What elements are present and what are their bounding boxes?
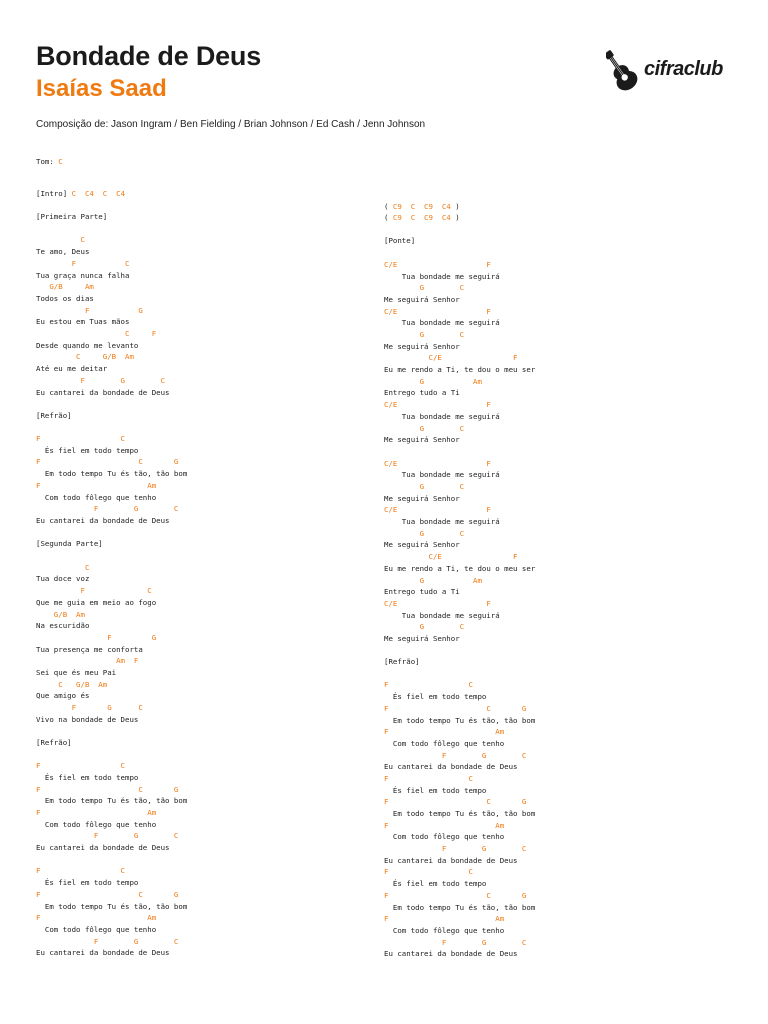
section-label <box>36 737 72 749</box>
section-name: [Primeira Parte] <box>36 212 108 221</box>
chord-line: C/E F <box>384 400 491 409</box>
lyric-line: Sei que és meu Pai <box>36 668 117 677</box>
chord-line: F C <box>36 586 152 595</box>
lyric-line: Tua presença me conforta <box>36 645 143 654</box>
section-name: [Refrão] <box>384 657 420 666</box>
lyric-line: Tua bondade me seguirá <box>384 318 500 327</box>
chord-line: F G C <box>384 844 527 853</box>
chord-line: C/E F <box>384 505 491 514</box>
lyric-line: Com todo fôlego que tenho <box>384 832 505 841</box>
chord-line: G/B Am <box>36 282 94 291</box>
lyric-line: Entrego tudo a Ti <box>384 388 460 397</box>
chord-line: F Am <box>36 913 157 922</box>
lyric-line: Em todo tempo Tu és tão, tão bom <box>384 903 536 912</box>
chord-line: F G <box>36 306 143 315</box>
repeat-chord-line <box>384 201 460 213</box>
chord-line: F G C <box>384 751 527 760</box>
chord-line: C G/B Am <box>36 680 108 689</box>
chord-line: C/E F <box>384 599 491 608</box>
lyric-line: Que amigo és <box>36 691 90 700</box>
lyric-line: Desde quando me levanto <box>36 341 139 350</box>
chord-line: F C G <box>36 785 179 794</box>
lyric-line: Eu cantarei da bondade de Deus <box>36 843 170 852</box>
chord-line: F C G <box>384 704 527 713</box>
chord-line: G C <box>384 283 465 292</box>
chord-line: C/E F <box>384 260 491 269</box>
section-name: [Refrão] <box>36 411 72 420</box>
lyric-line: Com todo fôlego que tenho <box>36 820 157 829</box>
lyric-line: Até eu me deitar <box>36 364 108 373</box>
chord-line: F G <box>36 633 157 642</box>
chord-line: G C <box>384 424 465 433</box>
chord-line: C F <box>36 329 157 338</box>
chord-line: G Am <box>384 377 482 386</box>
section-name: [Segunda Parte] <box>36 539 103 548</box>
key-chord[interactable]: C <box>58 157 63 166</box>
open-paren: ( <box>384 202 393 211</box>
lyric-line: Vivo na bondade de Deus <box>36 715 139 724</box>
chord-line: F C <box>384 774 473 783</box>
chord-line: F C <box>36 761 125 770</box>
chord-line: F C <box>384 867 473 876</box>
chord-line: F C G <box>36 890 179 899</box>
lyric-line: Tua bondade me seguirá <box>384 412 500 421</box>
lyric-line: Com todo fôlego que tenho <box>36 925 157 934</box>
chord-line: F C G <box>384 891 527 900</box>
lyric-line: Tua bondade me seguirá <box>384 611 500 620</box>
repeat-chords[interactable]: C9 C C9 C4 <box>392 213 451 222</box>
lyric-line: Me seguirá Senhor <box>384 435 460 444</box>
section-chords[interactable]: C C4 C C4 <box>71 189 126 198</box>
chord-line: C/E F <box>384 459 491 468</box>
lyric-line: Me seguirá Senhor <box>384 295 460 304</box>
lyric-line: És fiel em todo tempo <box>384 692 487 701</box>
lyric-line: Tua bondade me seguirá <box>384 272 500 281</box>
chord-line: F Am <box>384 727 505 736</box>
chord-line: F C G <box>384 797 527 806</box>
chord-line: G C <box>384 622 465 631</box>
chord-line: C G/B Am <box>36 352 134 361</box>
lyric-line: Eu estou em Tuas mãos <box>36 317 130 326</box>
lyric-line: Me seguirá Senhor <box>384 342 460 351</box>
chord-line: C/E F <box>384 307 491 316</box>
lyric-line: Com todo fôlego que tenho <box>384 926 505 935</box>
chord-line: F G C <box>36 937 179 946</box>
lyric-line: Que me guia em meio ao fogo <box>36 598 157 607</box>
open-paren: ( <box>384 213 393 222</box>
lyric-line: Eu me rendo a Ti, te dou o meu ser <box>384 365 536 374</box>
key-label: Tom: <box>36 157 59 166</box>
lyric-line: Eu cantarei da bondade de Deus <box>36 516 170 525</box>
chord-line: F G C <box>36 504 179 513</box>
lyric-line: Eu me rendo a Ti, te dou o meu ser <box>384 564 536 573</box>
lyric-line: És fiel em todo tempo <box>384 879 487 888</box>
lyric-line: Em todo tempo Tu és tão, tão bom <box>384 809 536 818</box>
section-label <box>36 188 125 200</box>
chord-line: G C <box>384 482 465 491</box>
song-key <box>36 157 63 166</box>
lyric-line: Com todo fôlego que tenho <box>36 493 157 502</box>
chord-line: C <box>36 235 85 244</box>
section-label <box>36 211 107 223</box>
lyric-line: Eu cantarei da bondade de Deus <box>384 949 518 958</box>
chord-line: F C <box>36 259 130 268</box>
lyric-line: Eu cantarei da bondade de Deus <box>36 948 170 957</box>
lyric-line: Tua graça nunca falha <box>36 271 130 280</box>
lyric-line: Eu cantarei da bondade de Deus <box>36 388 170 397</box>
chord-line: F Am <box>384 914 505 923</box>
lyric-line: Tua bondade me seguirá <box>384 517 500 526</box>
section-label <box>384 656 420 668</box>
lyric-line: Tua doce voz <box>36 574 90 583</box>
lyric-line: És fiel em todo tempo <box>384 786 487 795</box>
chord-line: C/E F <box>384 353 518 362</box>
section-name: [Intro] <box>36 189 72 198</box>
song-title: Bondade de Deus <box>36 41 262 71</box>
chord-line: F Am <box>36 808 157 817</box>
section-label <box>36 410 72 422</box>
chord-line: F Am <box>36 481 157 490</box>
lyric-line: Me seguirá Senhor <box>384 634 460 643</box>
chord-line: G C <box>384 529 465 538</box>
chord-line: Am F <box>36 656 139 665</box>
logo-text: cifraclub <box>644 58 723 80</box>
lyric-line: És fiel em todo tempo <box>36 773 139 782</box>
chord-line: G/B Am <box>36 610 85 619</box>
chord-line: F G C <box>36 376 166 385</box>
section-name: [Ponte] <box>384 236 416 245</box>
section-name: [Refrão] <box>36 738 72 747</box>
close-paren: ) <box>450 213 460 222</box>
lyric-line: Todos os dias <box>36 294 94 303</box>
repeat-chord-line <box>384 212 460 224</box>
chord-line: C/E F <box>384 552 518 561</box>
cifraclub-logo[interactable] <box>606 48 723 94</box>
chord-line: F G C <box>36 703 143 712</box>
chord-line: G C <box>384 330 465 339</box>
lyric-line: Entrego tudo a Ti <box>384 587 460 596</box>
lyric-line: Em todo tempo Tu és tão, tão bom <box>384 716 536 725</box>
composers-line: Composição de: Jason Ingram / Ben Fielding / Brian Johnson / Ed Cash / Jenn Johnson <box>36 119 426 130</box>
chord-line: F Am <box>384 821 505 830</box>
chord-line: F C <box>36 866 125 875</box>
song-header <box>36 40 261 104</box>
lyric-line: Tua bondade me seguirá <box>384 470 500 479</box>
artist-name[interactable]: Isaías Saad <box>36 75 167 102</box>
chord-line: F G C <box>36 831 179 840</box>
chord-line: F C <box>36 434 125 443</box>
lyric-line: Me seguirá Senhor <box>384 540 460 549</box>
lyric-line: Com todo fôlego que tenho <box>384 739 505 748</box>
repeat-chords[interactable]: C9 C C9 C4 <box>392 202 451 211</box>
chord-line: F C <box>384 680 473 689</box>
lyric-line: Na escuridão <box>36 621 90 630</box>
section-label <box>36 538 103 550</box>
lyric-line: Me seguirá Senhor <box>384 494 460 503</box>
chord-line: F G C <box>384 938 527 947</box>
guitar-icon <box>606 48 646 94</box>
lyric-line: Eu cantarei da bondade de Deus <box>384 762 518 771</box>
chord-line: G Am <box>384 576 482 585</box>
section-label <box>384 235 415 247</box>
lyric-line: Em todo tempo Tu és tão, tão bom <box>36 796 188 805</box>
lyric-line: Te amo, Deus <box>36 247 90 256</box>
lyric-line: Eu cantarei da bondade de Deus <box>384 856 518 865</box>
lyric-line: Em todo tempo Tu és tão, tão bom <box>36 469 188 478</box>
chord-line: F C G <box>36 457 179 466</box>
lyric-line: És fiel em todo tempo <box>36 446 139 455</box>
lyric-line: És fiel em todo tempo <box>36 878 139 887</box>
lyric-line: Em todo tempo Tu és tão, tão bom <box>36 902 188 911</box>
close-paren: ) <box>450 202 460 211</box>
chord-line: C <box>36 563 90 572</box>
